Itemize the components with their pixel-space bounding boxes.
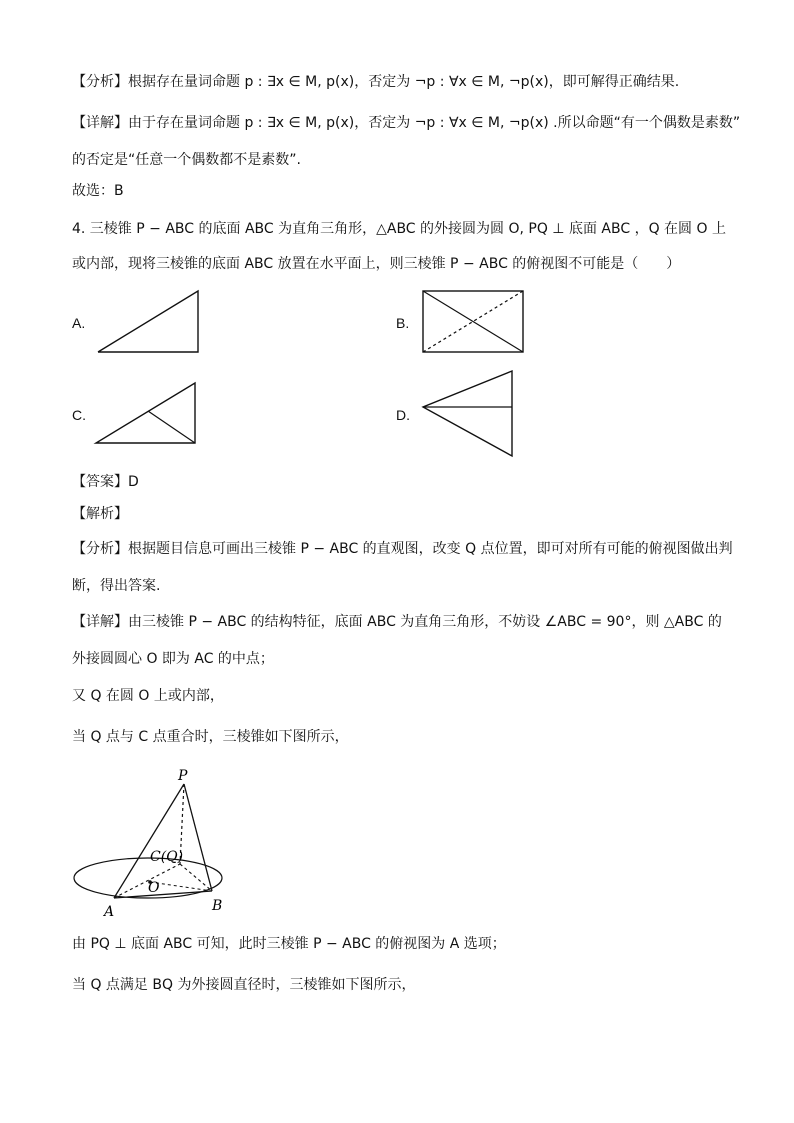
detail-q4-line1: 【详解】由三棱锥 P − ABC 的结构特征，底面 ABC 为直角三角形，不妨设 ∠ABC = 90°，则 △ABC 的: [72, 614, 722, 630]
option-c-label: C.: [72, 407, 86, 423]
label-cq: C(Q): [150, 849, 184, 865]
label-o: O: [148, 880, 160, 896]
detail-q4-line5: 由 PQ ⊥ 底面 ABC 可知，此时三棱锥 P − ABC 的俯视图为 A 选项；: [72, 936, 506, 952]
label-b: B: [212, 898, 223, 914]
detail-q4-line6: 当 Q 点满足 BQ 为外接圆直径时，三棱锥如下图所示，: [72, 977, 416, 993]
analysis-q4-line2: 断，得出答案.: [72, 578, 161, 594]
option-b-figure: [420, 288, 526, 356]
solution-heading: 【解析】: [72, 506, 128, 522]
detail-q3-line2: 的否定是“任意一个偶数都不是素数”.: [72, 152, 301, 168]
answer-q3: 故选：B: [72, 183, 124, 199]
option-a-label: A.: [72, 315, 86, 331]
option-d-figure: [420, 368, 516, 460]
question-4-line1: 4. 三棱锥 P − ABC 的底面 ABC 为直角三角形，△ABC 的外接圆为圆 O, PQ ⊥ 底面 ABC ，Q 在圆 O 上: [72, 221, 726, 237]
option-d-label: D.: [396, 407, 410, 423]
analysis-q3: 【分析】根据存在量词命题 p : ∃x ∈ M, p(x)，否定为 ¬p : ∀x ∈ M, ¬p(x)，即可解得正确结果.: [72, 74, 680, 90]
option-a-figure: [95, 288, 205, 356]
option-c-figure: [93, 380, 201, 448]
label-a: A: [104, 904, 115, 920]
detail-q4-line4: 当 Q 点与 C 点重合时，三棱锥如下图所示，: [72, 729, 349, 745]
label-p: P: [178, 768, 188, 784]
detail-q4-line3: 又 Q 在圆 O 上或内部，: [72, 688, 224, 704]
pyramid-figure: [70, 764, 240, 920]
analysis-q4-line1: 【分析】根据题目信息可画出三棱锥 P − ABC 的直观图，改变 Q 点位置，即可对所有可能的俯视图做出判: [72, 541, 733, 557]
detail-q3-line1: 【详解】由于存在量词命题 p : ∃x ∈ M, p(x)，否定为 ¬p : ∀x ∈ M, ¬p(x) .所以命题“有一个偶数是素数”: [72, 115, 741, 131]
detail-q4-line2: 外接圆圆心 O 即为 AC 的中点；: [72, 651, 274, 667]
answer-q4: 【答案】D: [72, 474, 139, 490]
option-b-label: B.: [396, 315, 410, 331]
question-4-line2: 或内部，现将三棱锥的底面 ABC 放置在水平面上，则三棱锥 P − ABC 的俯视图不可能是（ ）: [72, 256, 681, 272]
